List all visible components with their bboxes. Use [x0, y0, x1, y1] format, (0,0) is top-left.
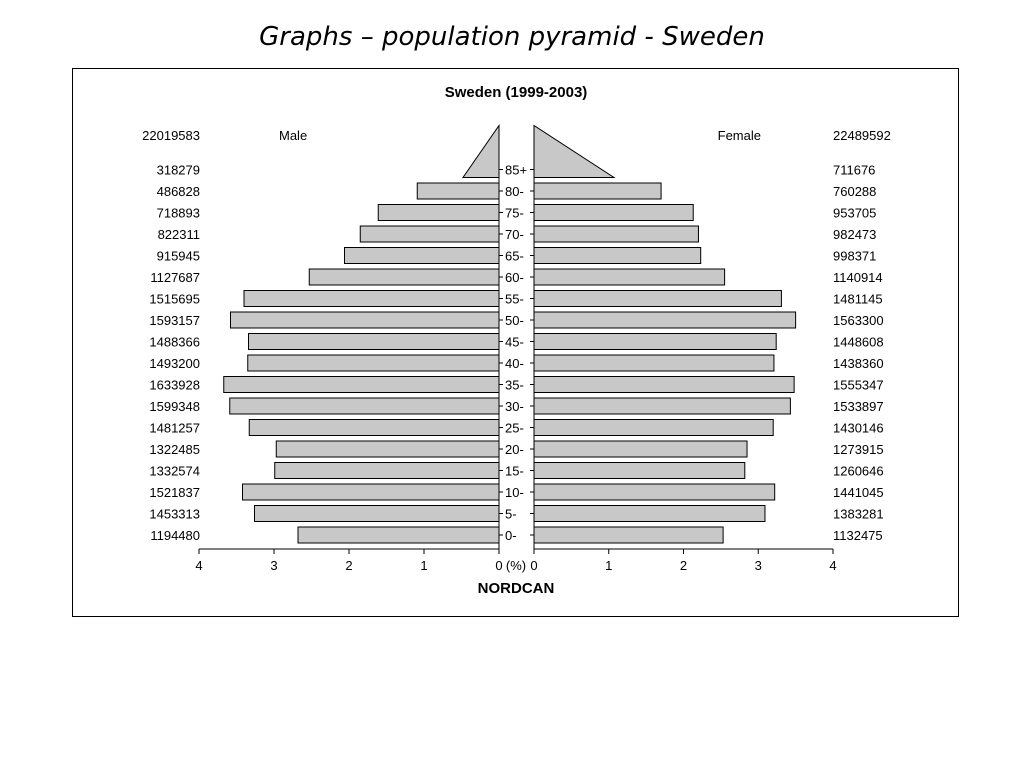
male-count-label: 1599348: [149, 399, 200, 414]
slide-title: Graphs – population pyramid - Sweden: [259, 22, 765, 52]
age-group-label: 65-: [505, 248, 524, 264]
male-count-label: 1481257: [149, 420, 200, 436]
male-bar-4: [276, 441, 499, 457]
male-bar-12: [309, 269, 499, 285]
age-group-label: 0-: [505, 528, 517, 543]
age-group-label: 60-: [505, 270, 524, 285]
female-x-tick-label: 2: [679, 558, 688, 573]
male-bar-2: [243, 484, 500, 500]
male-count-label: 1515695: [149, 291, 200, 307]
age-group-label: 55-: [505, 291, 524, 307]
age-group-label: 50-: [505, 313, 524, 328]
male-x-tick-label: 1: [420, 558, 428, 573]
age-group-label: 10-: [505, 485, 524, 500]
source-label: NORDCAN: [477, 580, 555, 597]
female-count-label: 711676: [833, 162, 876, 178]
age-group-label: 40-: [505, 356, 524, 371]
male-count-label: 822311: [157, 227, 200, 242]
male-count-label: 718893: [156, 205, 200, 221]
female-bar-5: [534, 420, 773, 436]
female-count-label: 998371: [833, 248, 877, 264]
female-bar-3: [534, 463, 745, 479]
female-count-label: 1140914: [833, 270, 883, 285]
age-group-label: 75-: [505, 205, 524, 221]
male-count-label: 915945: [156, 248, 200, 264]
female-x-tick-label: 4: [829, 558, 837, 573]
female-count-label: 1260646: [833, 463, 884, 479]
age-group-label: 25-: [505, 420, 524, 436]
female-count-label: 1383281: [833, 506, 884, 522]
male-count-label: 318279: [156, 162, 200, 178]
age-group-label: 45-: [505, 334, 524, 350]
female-bar-1: [534, 506, 765, 522]
male-count-label: 1127687: [150, 270, 200, 285]
female-count-label: 1438360: [833, 356, 884, 371]
female-count-label: 1555347: [833, 377, 884, 393]
male-bar-6: [230, 398, 499, 414]
male-count-label: 1493200: [149, 356, 200, 371]
male-bar-11: [244, 291, 499, 307]
male-count-label: 1488366: [149, 334, 200, 350]
female-bar-0: [534, 527, 723, 543]
male-count-label: 1453313: [149, 506, 200, 522]
male-bar-13: [345, 248, 500, 264]
male-bar-5: [249, 420, 499, 436]
age-group-label: 80-: [505, 184, 524, 199]
female-count-label: 1441045: [833, 485, 884, 500]
age-group-label: 70-: [505, 227, 524, 242]
male-bar-7: [224, 377, 499, 393]
age-group-label: 5-: [505, 506, 517, 522]
male-bar-1: [255, 506, 500, 522]
female-bar-4: [534, 441, 747, 457]
male-total: 22019583: [142, 128, 200, 143]
female-count-label: 1563300: [833, 313, 884, 328]
female-bar-17: [534, 126, 614, 178]
female-bar-12: [534, 269, 725, 285]
female-count-label: 1430146: [833, 420, 884, 436]
female-bar-13: [534, 248, 701, 264]
male-bar-16: [417, 183, 499, 199]
male-bar-8: [248, 355, 499, 371]
female-bar-14: [534, 226, 698, 242]
age-group-label: 35-: [505, 377, 524, 393]
female-x-tick-label: 1: [605, 558, 613, 573]
female-bar-2: [534, 484, 775, 500]
female-count-label: 953705: [833, 205, 877, 221]
male-bar-15: [378, 205, 499, 221]
female-x-tick-label: 3: [754, 558, 762, 573]
chart-title: Sweden (1999-2003): [444, 84, 588, 101]
male-x-tick-label: 4: [195, 558, 203, 573]
female-count-label: 1132475: [833, 528, 883, 543]
male-x-tick-label: 2: [345, 558, 353, 573]
female-bar-9: [534, 334, 776, 350]
male-x-tick-label: 0: [495, 558, 503, 573]
female-bar-10: [534, 312, 796, 328]
female-bar-6: [534, 398, 790, 414]
female-label: Female: [717, 128, 761, 143]
age-group-label: 30-: [505, 399, 524, 414]
age-group-label: 15-: [505, 463, 524, 479]
age-group-label: 20-: [505, 442, 524, 457]
female-count-label: 982473: [833, 227, 877, 242]
age-group-label: 85+: [505, 162, 528, 178]
male-count-label: 1633928: [149, 377, 200, 393]
male-bar-0: [298, 527, 499, 543]
female-x-tick-label: 0: [530, 558, 538, 573]
male-bar-9: [249, 334, 500, 350]
male-bar-10: [231, 312, 500, 328]
female-count-label: 1533897: [833, 399, 884, 414]
male-bar-17: [463, 126, 499, 178]
population-pyramid-chart: [73, 69, 960, 618]
female-bar-11: [534, 291, 781, 307]
female-bar-7: [534, 377, 794, 393]
male-count-label: 1593157: [149, 313, 200, 328]
female-bar-8: [534, 355, 774, 371]
male-count-label: 1521837: [149, 485, 200, 500]
female-total: 22489592: [833, 128, 891, 143]
male-count-label: 1322485: [149, 442, 200, 457]
x-unit-label: (%): [505, 558, 527, 573]
female-count-label: 760288: [833, 184, 877, 199]
male-count-label: 1332574: [149, 463, 200, 479]
male-bar-14: [360, 226, 499, 242]
male-count-label: 486828: [156, 184, 200, 199]
female-count-label: 1448608: [833, 334, 884, 350]
male-count-label: 1194480: [150, 528, 200, 543]
female-bar-16: [534, 183, 661, 199]
female-bar-15: [534, 205, 693, 221]
female-count-label: 1481145: [833, 291, 883, 307]
male-x-tick-label: 3: [270, 558, 278, 573]
female-count-label: 1273915: [833, 442, 884, 457]
male-label: Male: [279, 128, 308, 143]
male-bar-3: [275, 463, 499, 479]
chart-frame: [72, 68, 959, 617]
